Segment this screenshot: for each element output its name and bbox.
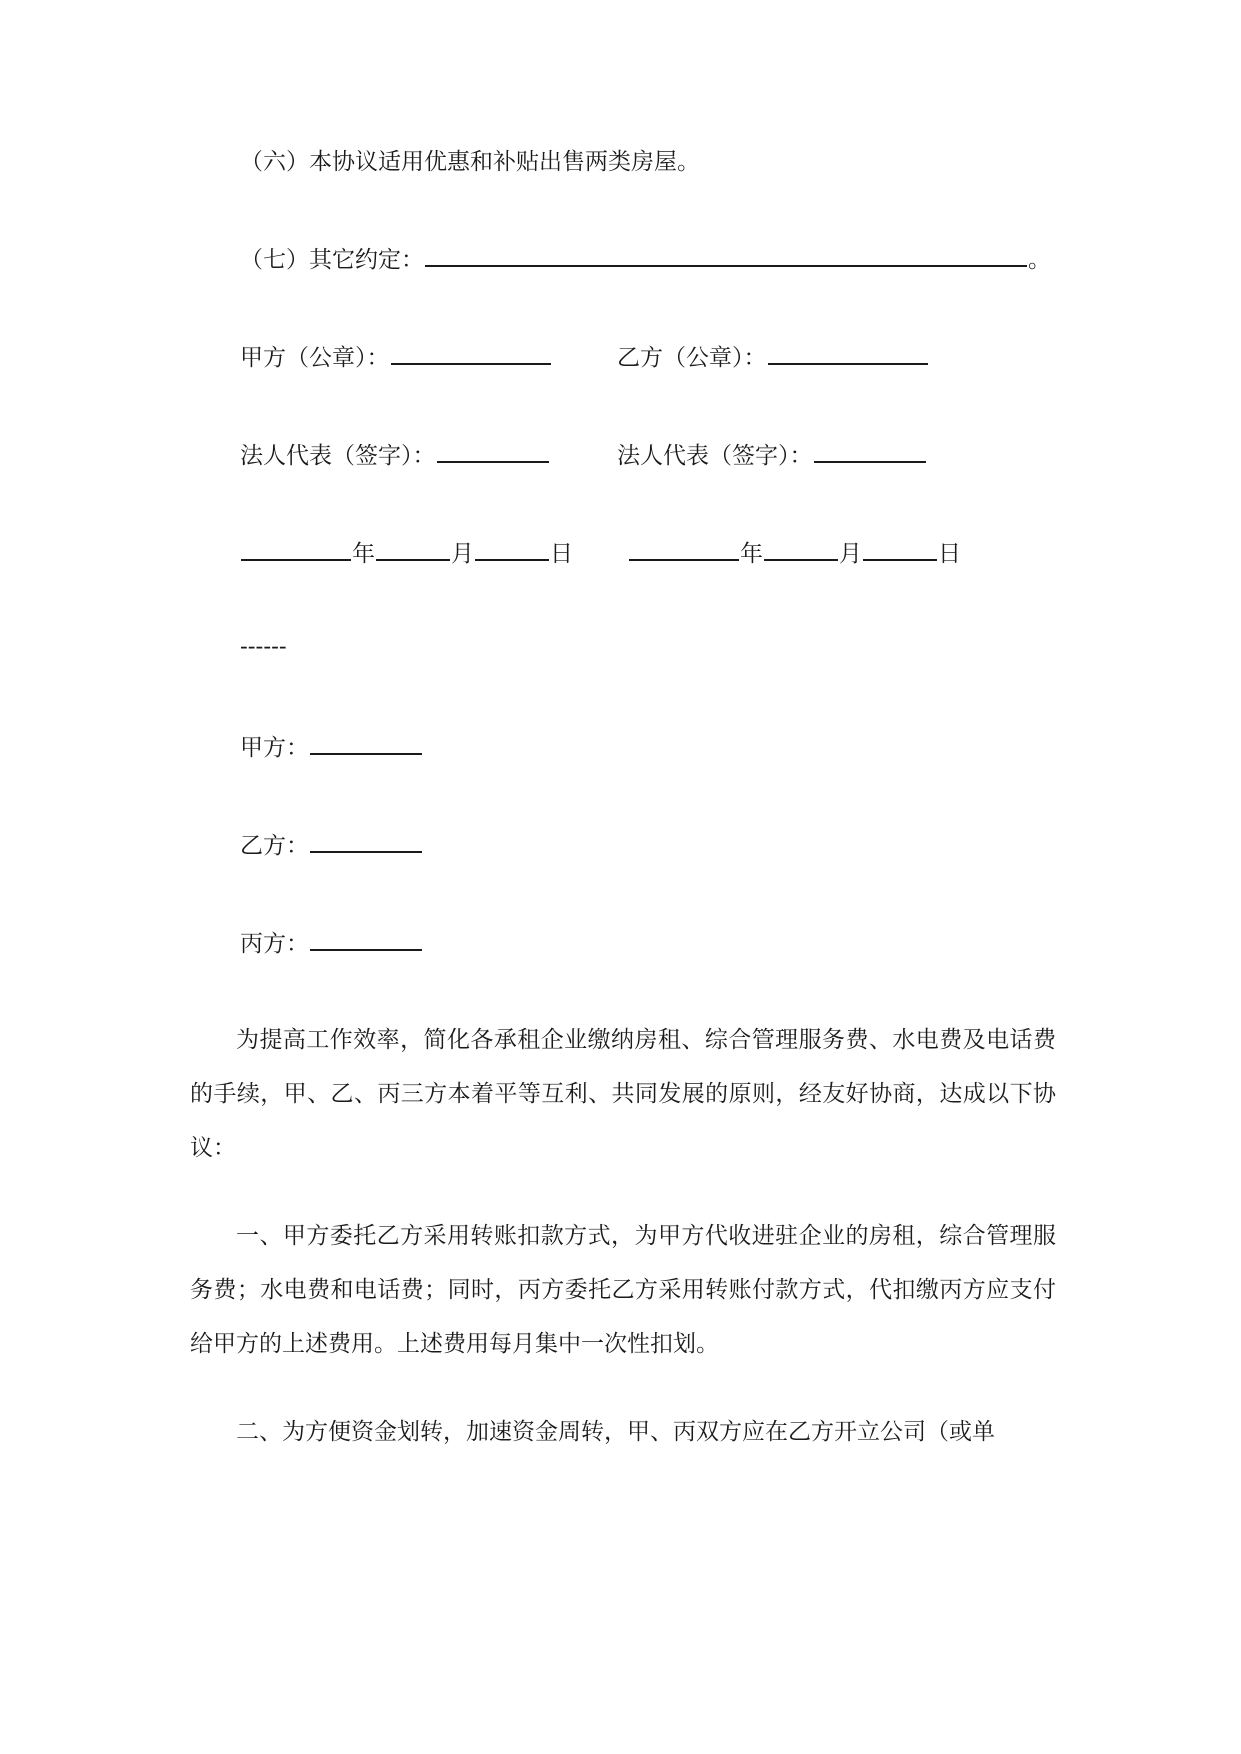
legal-rep-line [240, 441, 550, 471]
party-b-label: 乙方： [240, 833, 309, 859]
day-a-label: 日 [550, 541, 573, 567]
party-b-line [240, 831, 423, 861]
month-a-label: 月 [451, 541, 474, 567]
party-b-blank[interactable] [310, 831, 422, 853]
clause-6: （六）本协议适用优惠和补贴出售两类房屋。 [240, 149, 700, 175]
year-b-blank[interactable] [629, 539, 739, 561]
party-a-seal-blank[interactable] [391, 343, 551, 365]
separator: ------ [240, 634, 287, 660]
paragraph-clause-1: 一、甲方委托乙方采用转账扣款方式，为甲方代收进驻企业的房租，综合管理服务费；水电费和电话费；同时，丙方委托乙方采用转账付款方式，代扣缴丙方应支付给甲方的上述费用。上述费用每月集中一次性扣划。 [190, 1223, 1056, 1357]
day-b-label: 日 [938, 541, 961, 567]
month-a-blank[interactable] [376, 539, 450, 561]
party-c-blank[interactable] [310, 929, 422, 951]
party-a-blank[interactable] [310, 733, 422, 755]
legal-rep-a-blank[interactable] [437, 441, 549, 463]
day-a-blank[interactable] [475, 539, 549, 561]
party-b-seal-blank[interactable] [768, 343, 928, 365]
clause-7-label: （七）其它约定： [240, 247, 424, 273]
seal-line-b [617, 343, 929, 373]
year-a-blank[interactable] [241, 539, 351, 561]
party-c-label: 丙方： [240, 931, 309, 957]
legal-rep-b-blank[interactable] [814, 441, 926, 463]
party-c-line [240, 929, 423, 959]
year-a-label: 年 [352, 541, 375, 567]
legal-rep-a-label: 法人代表（签字）： [240, 443, 436, 469]
party-a-line [240, 733, 423, 763]
clause-7 [240, 245, 1051, 275]
other-terms-blank[interactable] [425, 245, 1027, 267]
month-b-blank[interactable] [764, 539, 838, 561]
month-b-label: 月 [839, 541, 862, 567]
legal-rep-b-label: 法人代表（签字）： [617, 443, 813, 469]
year-b-label: 年 [740, 541, 763, 567]
legal-rep-line-b [617, 441, 927, 471]
paragraph-clause-2: 二、为方便资金划转，加速资金周转，甲、丙双方应在乙方开立公司（或单 [236, 1419, 995, 1445]
day-b-blank[interactable] [863, 539, 937, 561]
party-a-seal-label: 甲方（公章）： [240, 345, 390, 371]
seal-line [240, 343, 552, 373]
date-line-b [628, 539, 961, 569]
party-b-seal-label: 乙方（公章）： [617, 345, 767, 371]
party-a-label: 甲方： [240, 735, 309, 761]
date-line-a [240, 539, 573, 569]
clause-7-end: 。 [1028, 247, 1051, 273]
paragraph-intro: 为提高工作效率，简化各承租企业缴纳房租、综合管理服务费、水电费及电话费的手续，甲、乙、丙三方本着平等互利、共同发展的原则，经友好协商，达成以下协议： [190, 1027, 1056, 1161]
